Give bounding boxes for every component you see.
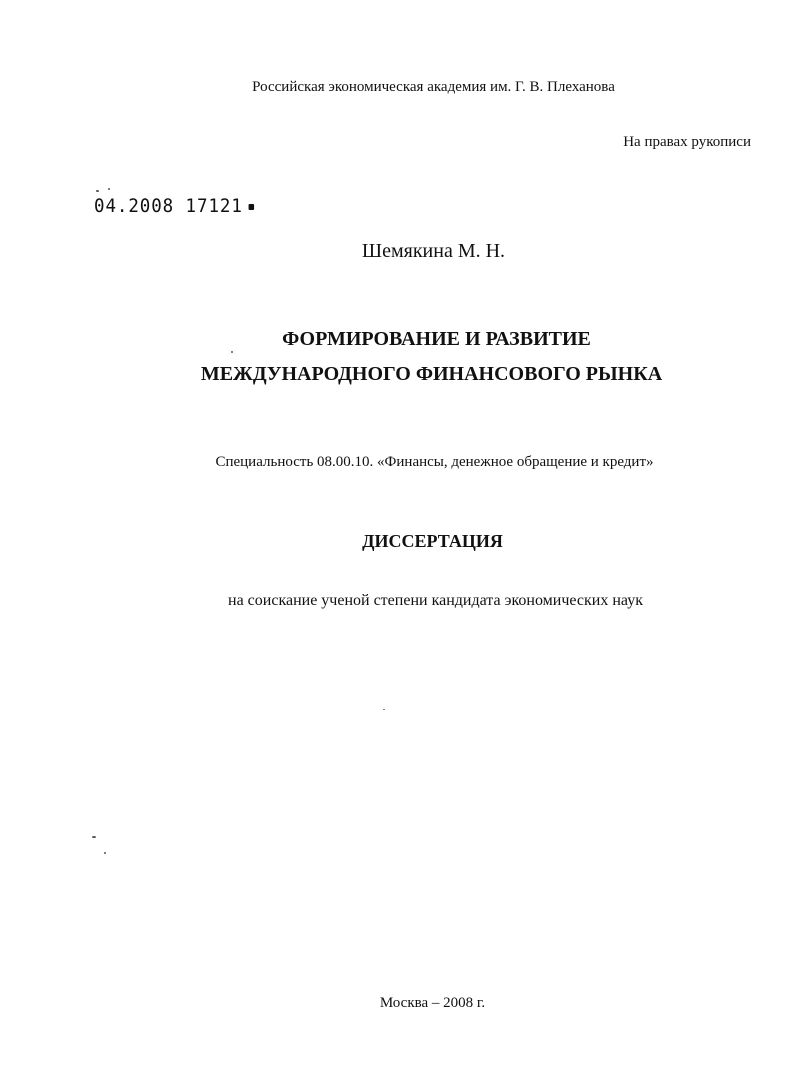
scan-speck bbox=[104, 852, 106, 854]
stamp-dot-icon bbox=[248, 204, 254, 210]
stamp-number: 04.2008 17121 bbox=[94, 195, 243, 217]
author-name: Шемякина М. Н. bbox=[361, 240, 506, 262]
scan-speck bbox=[96, 190, 99, 192]
scan-speck bbox=[383, 709, 385, 710]
scan-speck bbox=[231, 351, 233, 353]
degree-statement: на соискание ученой степени кандидата экономических наук bbox=[228, 592, 643, 609]
specialty: Специальность 08.00.10. «Финансы, денежное обращение и кредит» bbox=[215, 454, 654, 470]
scan-speck bbox=[108, 188, 110, 190]
registration-stamp bbox=[94, 195, 254, 217]
document-type: ДИССЕРТАЦИЯ bbox=[362, 531, 503, 551]
institution-name: Российская экономическая академия им. Г. В. Плеханова bbox=[252, 79, 615, 95]
scan-speck bbox=[92, 836, 96, 838]
rights-note: На правах рукописи bbox=[623, 134, 751, 150]
dissertation-title-line-1: ФОРМИРОВАНИЕ И РАЗВИТИЕ bbox=[282, 328, 591, 350]
dissertation-title-line-2: МЕЖДУНАРОДНОГО ФИНАНСОВОГО РЫНКА bbox=[200, 363, 663, 385]
city-and-year: Москва – 2008 г. bbox=[379, 995, 486, 1011]
